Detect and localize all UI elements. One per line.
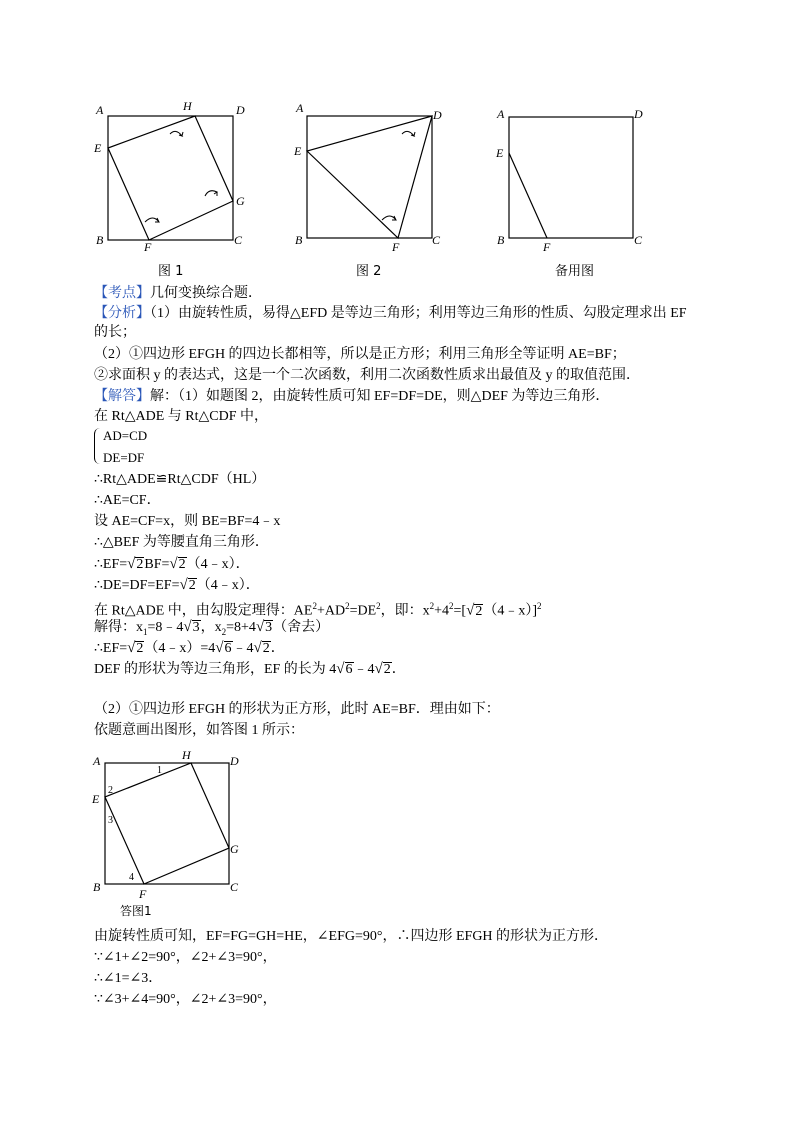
- label-b: B: [93, 880, 101, 894]
- segment-ef: [509, 153, 547, 238]
- figure-3: [492, 98, 652, 254]
- jieda-line-3: ∴Rt△ADE≌Rt△CDF（HL）: [94, 472, 266, 487]
- jieda-line-7: ∴EF=√2BF=√2（4﹣x）．: [94, 556, 250, 572]
- label-d: D: [230, 754, 239, 768]
- label-c: C: [634, 233, 643, 247]
- label-a: A: [296, 101, 304, 115]
- label-b: B: [295, 233, 303, 247]
- rotate-arrow-icon: [170, 131, 183, 136]
- jieda-line-14: 依题意画出图形，如答图 1 所示：: [94, 723, 304, 738]
- fenxi-line-2: 的长；: [94, 325, 136, 340]
- jieda-line-2: 在 Rt△ADE 与 Rt△CDF 中，: [94, 409, 268, 424]
- label-e: E: [496, 146, 504, 160]
- jieda-tag: 【解答】: [94, 388, 150, 404]
- label-c: C: [230, 880, 239, 894]
- rotate-arrow-icon: [402, 131, 415, 136]
- label-b: B: [497, 233, 505, 247]
- brace: [94, 428, 102, 464]
- figure-4-caption: 答图1: [120, 904, 152, 918]
- rotate-arrow-icon: [382, 216, 396, 220]
- label-e: E: [294, 144, 302, 158]
- jieda-line-17: ∴∠1=∠3．: [94, 971, 163, 986]
- jieda-line-18: ∵∠3+∠4=90°，∠2+∠3=90°，: [94, 992, 277, 1007]
- label-d: D: [634, 107, 643, 121]
- quad-efgh: [108, 116, 233, 240]
- square-abcd: [509, 117, 633, 238]
- jieda-line-10: 解得：$x_1=8﹣4√3$，$x_2=8+4√3$（舍去）: [94, 619, 330, 637]
- jieda-text-1: 解：（1）如题图 2，由旋转性质可知 EF=DF=DE，则△DEF 为等边三角形．: [150, 389, 610, 404]
- jieda-line-6: ∴△BEF 为等腰直角三角形．: [94, 535, 269, 550]
- figure-1-caption: 图 1: [158, 264, 184, 279]
- jieda-line-16: ∵∠1+∠2=90°，∠2+∠3=90°，: [94, 950, 277, 965]
- jieda-line-11: ∴EF=√2（4﹣x）=4√6﹣4√2．: [94, 640, 285, 656]
- label-d: D: [236, 103, 245, 117]
- label-c: C: [432, 233, 441, 247]
- rotate-arrow-icon: [205, 191, 217, 196]
- figure-1: [90, 98, 250, 254]
- label-h: H: [183, 99, 192, 113]
- square-abcd: [108, 116, 233, 240]
- system-eq-1: AD=CD: [103, 428, 148, 443]
- jieda-line-12: DEF 的形状为等边三角形，EF 的长为 4√6﹣4√2．: [94, 661, 406, 677]
- fenxi-line-4: ②求面积 y 的表达式，这是一个二次函数，利用二次函数性质求出最值及 y 的取值范围．: [94, 368, 640, 383]
- kaodian-tag: 【考点】: [94, 285, 150, 301]
- jieda-line-1: [94, 386, 609, 407]
- label-a: A: [93, 754, 101, 768]
- fenxi-line-3: （2）①四边形 EFGH 的四边长都相等，所以是正方形；利用三角形全等证明 AE=BF；: [94, 347, 626, 362]
- square-efgh: [105, 763, 229, 884]
- label-g: G: [236, 194, 245, 208]
- label-a: A: [497, 107, 505, 121]
- kaodian-line: [94, 283, 262, 304]
- jieda-line-8: ∴DE=DF=EF=√2（4﹣x）．: [94, 577, 260, 593]
- kaodian-text: 几何变换综合题．: [150, 286, 262, 301]
- angle-3-label: 3: [108, 815, 113, 826]
- jieda-line-13: （2）①四边形 EFGH 的形状为正方形，此时 AE=BF．理由如下：: [94, 702, 500, 717]
- label-f: F: [392, 240, 400, 254]
- jieda-line-9: 在 Rt△ADE 中，由勾股定理得：$AE^2+AD^2=DE^2$，即：$x^2+4^2=[√2(4﹣x)]^2$: [94, 601, 542, 619]
- figure-1-diagram: [90, 98, 250, 254]
- fenxi-text-1: （1）由旋转性质，易得△EFD 是等边三角形；利用等边三角形的性质、勾股定理求出 EF: [150, 306, 687, 321]
- label-b: B: [96, 233, 104, 247]
- angle-2-label: 2: [108, 785, 113, 796]
- figure-2-caption: 图 2: [356, 264, 382, 279]
- figure-3-diagram: [492, 98, 652, 254]
- label-g: G: [230, 842, 239, 856]
- label-f: F: [139, 887, 147, 901]
- fenxi-tag: 【分析】: [94, 305, 150, 321]
- figure-2-diagram: [290, 98, 450, 254]
- label-c: C: [234, 233, 243, 247]
- label-h: H: [182, 748, 191, 762]
- fenxi-line-1: [94, 303, 687, 324]
- jieda-line-4: ∴AE=CF．: [94, 493, 161, 508]
- jieda-line-5: 设 AE=CF=x，则 BE=BF=4﹣x: [94, 514, 281, 529]
- square-abcd: [105, 763, 229, 884]
- angle-1-label: 1: [157, 765, 162, 776]
- figure-4-diagram: [88, 745, 248, 901]
- angle-4-label: 4: [129, 872, 134, 883]
- system-eq-2: DE=DF: [103, 450, 145, 465]
- jieda-line-15: 由旋转性质可知，EF=FG=GH=HE，∠EFG=90°，∴四边形 EFGH 的形状为正方形．: [94, 929, 609, 944]
- figure-2: [290, 98, 450, 254]
- label-a: A: [96, 103, 104, 117]
- rotate-arrow-icon: [145, 218, 159, 222]
- label-e: E: [92, 792, 100, 806]
- figure-4: [88, 745, 248, 901]
- figure-3-caption: 备用图: [555, 264, 595, 279]
- label-d: D: [433, 108, 442, 122]
- label-f: F: [543, 240, 551, 254]
- label-f: F: [144, 240, 152, 254]
- label-e: E: [94, 141, 102, 155]
